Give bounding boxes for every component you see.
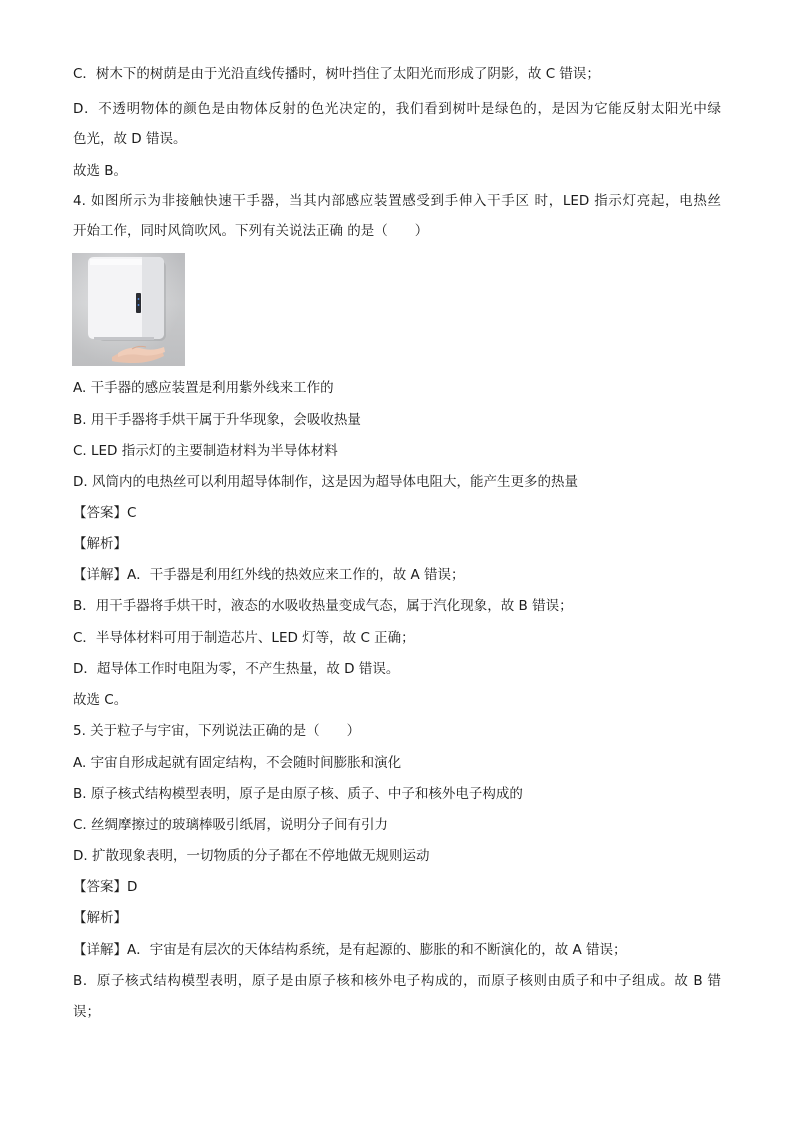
option-c: C. LED 指示灯的主要制造材料为半导体材料 bbox=[73, 443, 338, 459]
text-line: D．不透明物体的颜色是由物体反射的色光决定的，我们看到树叶是绿色的，是因为它能反射太阳光中绿 bbox=[73, 101, 721, 117]
option-d: D. 风筒内的电热丝可以利用超导体制作，这是因为超导体电阻大，能产生更多的热量 bbox=[73, 474, 578, 490]
detail-line: 【详解】A．宇宙是有层次的天体结构系统，是有起源的、膨胀的和不断演化的，故 A 错误； bbox=[73, 942, 627, 958]
option-a: A. 干手器的感应装置是利用紫外线来工作的 bbox=[73, 380, 334, 396]
answer-label: 【答案】D bbox=[73, 879, 138, 895]
question-4-stem: 4. 如图所示为非接触快速干手器，当其内部感应装置感受到手伸入干手区 时，LED 指示灯亮起，电热丝 bbox=[73, 193, 721, 209]
detail-line: C．半导体材料可用于制造芯片、LED 灯等，故 C 正确； bbox=[73, 630, 415, 646]
text-line: C．树木下的树荫是由于光沿直线传播时，树叶挡住了太阳光而形成了阴影，故 C 错误； bbox=[73, 66, 600, 82]
detail-line: B．用干手器将手烘干时，液态的水吸收热量变成气态，属于汽化现象，故 B 错误； bbox=[73, 598, 573, 614]
conclusion-line: 故选 C。 bbox=[73, 692, 128, 708]
option-b: B. 用干手器将手烘干属于升华现象，会吸收热量 bbox=[73, 412, 361, 428]
detail-line: 【详解】A．干手器是利用红外线的热效应来工作的，故 A 错误； bbox=[73, 567, 465, 583]
option-b: B. 原子核式结构模型表明，原子是由原子核、质子、中子和核外电子构成的 bbox=[73, 786, 523, 802]
text-line: 故选 B。 bbox=[73, 163, 128, 179]
answer-label: 【答案】C bbox=[73, 505, 137, 521]
detail-line: D．超导体工作时电阻为零，不产生热量，故 D 错误。 bbox=[73, 661, 400, 677]
text-line: 色光，故 D 错误。 bbox=[73, 131, 187, 147]
detail-line: B．原子核式结构模型表明，原子是由原子核和核外电子构成的，而原子核则由质子和中子组成。故 B 错 bbox=[73, 973, 721, 989]
analysis-label: 【解析】 bbox=[73, 536, 127, 552]
question-5-stem: 5. 关于粒子与宇宙，下列说法正确的是（ ） bbox=[73, 723, 361, 739]
option-a: A. 宇宙自形成起就有固定结构，不会随时间膨胀和演化 bbox=[73, 755, 402, 771]
option-c: C. 丝绸摩擦过的玻璃棒吸引纸屑，说明分子间有引力 bbox=[73, 817, 389, 833]
question-4-stem: 开始工作，同时风筒吹风。下列有关说法正确 的是（ ） bbox=[73, 223, 429, 239]
detail-line: 误； bbox=[73, 1004, 100, 1020]
analysis-label: 【解析】 bbox=[73, 910, 127, 926]
option-d: D. 扩散现象表明，一切物质的分子都在不停地做无规则运动 bbox=[73, 848, 430, 864]
hand-dryer-photo bbox=[72, 253, 185, 366]
